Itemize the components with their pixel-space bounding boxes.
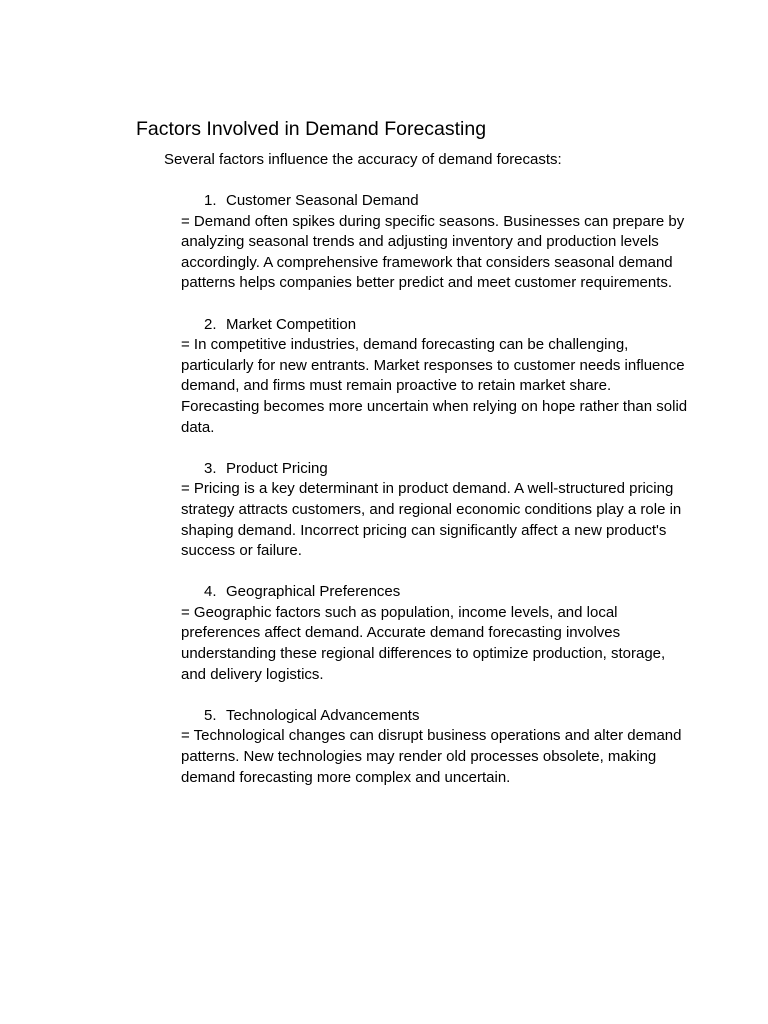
factor-number: 4.	[204, 583, 217, 601]
factor-title: Market Competition	[226, 315, 357, 333]
factor-heading	[181, 315, 691, 336]
factor-description: = Technological changes can disrupt business operations and alter demand patterns. New technologies may render old processes obsolete, making demand forecasting more complex and uncertain.	[181, 727, 682, 786]
factor-heading	[181, 191, 691, 212]
factor-heading	[181, 459, 691, 480]
factor-item-technological-advancements	[181, 706, 691, 788]
document-title: Factors Involved in Demand Forecasting	[136, 118, 487, 140]
factor-number: 3.	[204, 459, 217, 477]
factor-title: Technological Advancements	[226, 706, 420, 724]
factor-heading	[181, 706, 691, 727]
factor-description: = In competitive industries, demand forecasting can be challenging, particularly for new entrants. Market responses to customer needs influence demand, and firms must remain proactive to retain market share. Forecasting becomes more uncertain when relying on hope rather than solid data.	[181, 336, 688, 436]
factor-item-market-competition	[181, 315, 691, 439]
factor-description: = Pricing is a key determinant in product demand. A well-structured pricing strategy attracts customers, and regional economic conditions play a role in shaping demand. Incorrect pricing can significantly affect a new product's success or failure.	[181, 480, 682, 560]
factor-item-geographical-preferences	[181, 582, 691, 685]
factor-description: = Geographic factors such as population, income levels, and local preferences affect demand. Accurate demand forecasting involves understanding these regional differences to optimize production, storage, and delivery logistics.	[181, 603, 666, 683]
factor-heading	[181, 582, 691, 603]
factor-description: = Demand often spikes during specific seasons. Businesses can prepare by analyzing seasonal trends and adjusting inventory and production levels accordingly. A comprehensive framework that considers seasonal demand patterns helps companies better predict and meet customer requirements.	[181, 212, 685, 292]
factor-title: Customer Seasonal Demand	[226, 192, 419, 209]
factor-number: 2.	[204, 315, 217, 333]
factor-number: 5.	[204, 706, 217, 724]
factors-list	[181, 191, 691, 809]
factor-title: Geographical Preferences	[226, 583, 401, 601]
factor-item-seasonal-demand	[181, 191, 691, 294]
factor-title: Product Pricing	[226, 459, 328, 477]
factor-number: 1.	[204, 192, 217, 209]
factor-item-product-pricing	[181, 459, 691, 562]
intro-paragraph: Several factors influence the accuracy of demand forecasts:	[164, 151, 562, 168]
